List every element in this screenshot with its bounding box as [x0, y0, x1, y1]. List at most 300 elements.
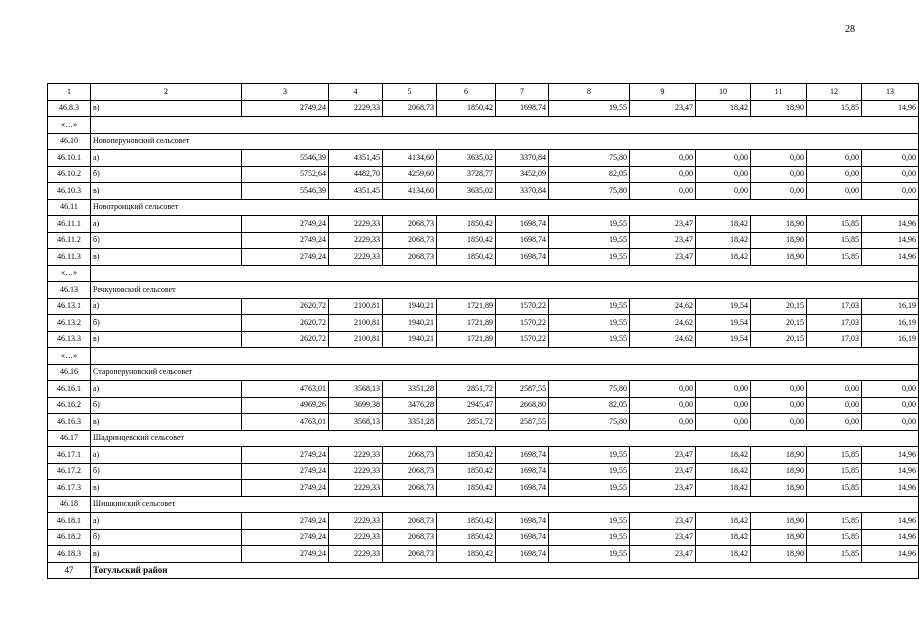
row-variant: в) [91, 183, 242, 200]
value-cell: 18,90 [751, 232, 807, 249]
value-cell: 1698,74 [496, 480, 549, 497]
value-cell: 0,00 [751, 397, 807, 414]
value-cell: 15,85 [807, 463, 862, 480]
row-code: 46.17.1 [48, 447, 91, 464]
value-cell: 23,47 [630, 529, 696, 546]
omission-filler [91, 117, 919, 134]
value-cell: 18,42 [696, 447, 751, 464]
value-cell: 4351,45 [329, 150, 383, 167]
value-cell: 18,42 [696, 480, 751, 497]
table-row [48, 381, 919, 398]
value-cell: 2587,55 [496, 414, 549, 431]
value-cell: 19,55 [549, 232, 630, 249]
value-cell: 18,90 [751, 480, 807, 497]
value-cell: 5546,39 [242, 183, 329, 200]
value-cell: 18,90 [751, 447, 807, 464]
value-cell: 19,55 [549, 546, 630, 563]
value-cell: 2749,24 [242, 249, 329, 266]
value-cell: 2749,24 [242, 529, 329, 546]
value-cell: 19,55 [549, 529, 630, 546]
table-row [48, 513, 919, 530]
value-cell: 1698,74 [496, 249, 549, 266]
value-cell: 1698,74 [496, 513, 549, 530]
value-cell: 24,62 [630, 331, 696, 348]
row-code: 46.13.1 [48, 298, 91, 315]
value-cell: 17,03 [807, 298, 862, 315]
value-cell: 0,00 [630, 397, 696, 414]
value-cell: 4763,01 [242, 414, 329, 431]
value-cell: 2100,81 [329, 298, 383, 315]
section-code: 46.10 [48, 133, 91, 150]
value-cell: 2068,73 [383, 447, 437, 464]
value-cell: 1850,42 [437, 480, 496, 497]
value-cell: 75,80 [549, 381, 630, 398]
value-cell: 2229,33 [329, 513, 383, 530]
value-cell: 0,00 [696, 166, 751, 183]
table-row [48, 183, 919, 200]
value-cell: 0,00 [630, 381, 696, 398]
value-cell: 19,55 [549, 315, 630, 332]
value-cell: 18,90 [751, 546, 807, 563]
value-cell: 0,00 [696, 183, 751, 200]
row-variant: а) [91, 447, 242, 464]
value-cell: 16,19 [862, 315, 919, 332]
value-cell: 75,80 [549, 183, 630, 200]
value-cell: 24,62 [630, 298, 696, 315]
value-cell: 2100,81 [329, 315, 383, 332]
value-cell: 2668,80 [496, 397, 549, 414]
value-cell: 1721,89 [437, 315, 496, 332]
column-number-cell: 10 [696, 84, 751, 101]
column-number-cell: 12 [807, 84, 862, 101]
value-cell: 16,19 [862, 331, 919, 348]
value-cell: 18,90 [751, 529, 807, 546]
value-cell: 14,96 [862, 232, 919, 249]
row-code: 46.10.1 [48, 150, 91, 167]
value-cell: 2749,24 [242, 546, 329, 563]
row-variant: а) [91, 216, 242, 233]
value-cell: 2100,81 [329, 331, 383, 348]
value-cell: 4969,26 [242, 397, 329, 414]
row-code: 46.18.3 [48, 546, 91, 563]
value-cell: 14,96 [862, 447, 919, 464]
row-variant: б) [91, 166, 242, 183]
value-cell: 2851,72 [437, 414, 496, 431]
value-cell: 0,00 [630, 166, 696, 183]
section-title: Староперуновский сельсовет [91, 364, 919, 381]
value-cell: 14,96 [862, 529, 919, 546]
value-cell: 18,90 [751, 513, 807, 530]
value-cell: 3568,13 [329, 414, 383, 431]
section-code: 46.18 [48, 496, 91, 513]
table-row [48, 249, 919, 266]
value-cell: 1570,22 [496, 315, 549, 332]
section-title: Новотроицкий сельсовет [91, 199, 919, 216]
column-number-cell: 2 [91, 84, 242, 101]
value-cell: 0,00 [807, 150, 862, 167]
value-cell: 1570,22 [496, 331, 549, 348]
value-cell: 4351,45 [329, 183, 383, 200]
section-row [48, 430, 919, 447]
value-cell: 20,15 [751, 315, 807, 332]
omission-row [48, 265, 919, 282]
value-cell: 15,85 [807, 529, 862, 546]
value-cell: 2749,24 [242, 216, 329, 233]
value-cell: 1698,74 [496, 529, 549, 546]
value-cell: 2749,24 [242, 463, 329, 480]
value-cell: 19,55 [549, 480, 630, 497]
row-variant: а) [91, 513, 242, 530]
value-cell: 2229,33 [329, 480, 383, 497]
value-cell: 0,00 [696, 150, 751, 167]
value-cell: 1940,21 [383, 315, 437, 332]
column-number-row [48, 84, 919, 101]
value-cell: 0,00 [862, 414, 919, 431]
value-cell: 18,42 [696, 216, 751, 233]
value-cell: 3635,02 [437, 183, 496, 200]
value-cell: 75,80 [549, 150, 630, 167]
value-cell: 3476,28 [383, 397, 437, 414]
value-cell: 0,00 [807, 381, 862, 398]
value-cell: 19,55 [549, 298, 630, 315]
row-code: 46.10.3 [48, 183, 91, 200]
value-cell: 0,00 [862, 397, 919, 414]
value-cell: 14,96 [862, 480, 919, 497]
value-cell: 3370,84 [496, 150, 549, 167]
omission-filler [91, 265, 919, 282]
value-cell: 0,00 [751, 183, 807, 200]
value-cell: 0,00 [807, 414, 862, 431]
value-cell: 18,90 [751, 216, 807, 233]
value-cell: 14,96 [862, 100, 919, 117]
row-code: 46.17.2 [48, 463, 91, 480]
value-cell: 14,96 [862, 216, 919, 233]
value-cell: 18,42 [696, 249, 751, 266]
row-code: 46.11.1 [48, 216, 91, 233]
section-title: Речкуновский сельсовет [91, 282, 919, 299]
value-cell: 19,55 [549, 249, 630, 266]
column-number-cell: 11 [751, 84, 807, 101]
value-cell: 4482,70 [329, 166, 383, 183]
row-variant: в) [91, 249, 242, 266]
value-cell: 2587,55 [496, 381, 549, 398]
value-cell: 75,80 [549, 414, 630, 431]
column-number-cell: 8 [549, 84, 630, 101]
row-variant: в) [91, 331, 242, 348]
value-cell: 2068,73 [383, 546, 437, 563]
table-row [48, 447, 919, 464]
value-cell: 3351,28 [383, 414, 437, 431]
omission-marker: «…» [48, 117, 91, 134]
table-row [48, 315, 919, 332]
row-code: 46.13.3 [48, 331, 91, 348]
value-cell: 18,42 [696, 513, 751, 530]
value-cell: 14,96 [862, 513, 919, 530]
column-number-cell: 5 [383, 84, 437, 101]
value-cell: 19,54 [696, 298, 751, 315]
value-cell: 18,42 [696, 463, 751, 480]
value-cell: 2620,72 [242, 298, 329, 315]
value-cell: 0,00 [807, 397, 862, 414]
value-cell: 1850,42 [437, 249, 496, 266]
value-cell: 5546,39 [242, 150, 329, 167]
value-cell: 23,47 [630, 100, 696, 117]
value-cell: 4134,60 [383, 150, 437, 167]
row-code: 46.13.2 [48, 315, 91, 332]
value-cell: 18,42 [696, 529, 751, 546]
omission-marker: «…» [48, 348, 91, 365]
value-cell: 2229,33 [329, 546, 383, 563]
omission-marker: «…» [48, 265, 91, 282]
value-cell: 19,54 [696, 315, 751, 332]
value-cell: 2749,24 [242, 232, 329, 249]
value-cell: 16,19 [862, 298, 919, 315]
value-cell: 23,47 [630, 249, 696, 266]
table-row [48, 414, 919, 431]
value-cell: 15,85 [807, 232, 862, 249]
section-code: 46.11 [48, 199, 91, 216]
row-code: 46.18.2 [48, 529, 91, 546]
value-cell: 18,90 [751, 249, 807, 266]
value-cell: 23,47 [630, 447, 696, 464]
row-code: 46.16.3 [48, 414, 91, 431]
value-cell: 1698,74 [496, 216, 549, 233]
value-cell: 1850,42 [437, 513, 496, 530]
value-cell: 4763,01 [242, 381, 329, 398]
column-number-cell: 1 [48, 84, 91, 101]
value-cell: 2229,33 [329, 463, 383, 480]
value-cell: 1850,42 [437, 529, 496, 546]
value-cell: 2749,24 [242, 100, 329, 117]
row-variant: а) [91, 150, 242, 167]
value-cell: 1850,42 [437, 232, 496, 249]
value-cell: 3568,13 [329, 381, 383, 398]
omission-row [48, 117, 919, 134]
table-row [48, 397, 919, 414]
value-cell: 15,85 [807, 100, 862, 117]
value-cell: 19,55 [549, 331, 630, 348]
section-title: Шадринцевский сельсовет [91, 430, 919, 447]
row-code: 46.16.1 [48, 381, 91, 398]
omission-row [48, 348, 919, 365]
value-cell: 2068,73 [383, 463, 437, 480]
row-code: 46.16.2 [48, 397, 91, 414]
value-cell: 2068,73 [383, 249, 437, 266]
value-cell: 23,47 [630, 546, 696, 563]
value-cell: 15,85 [807, 480, 862, 497]
row-variant: в) [91, 480, 242, 497]
value-cell: 23,47 [630, 513, 696, 530]
row-variant: в) [91, 546, 242, 563]
row-variant: а) [91, 298, 242, 315]
section-code: 47 [48, 562, 91, 579]
value-cell: 0,00 [751, 414, 807, 431]
value-cell: 18,90 [751, 100, 807, 117]
value-cell: 2620,72 [242, 331, 329, 348]
value-cell: 1850,42 [437, 100, 496, 117]
row-variant: в) [91, 414, 242, 431]
value-cell: 0,00 [862, 150, 919, 167]
value-cell: 1850,42 [437, 216, 496, 233]
value-cell: 1698,74 [496, 463, 549, 480]
value-cell: 1940,21 [383, 298, 437, 315]
value-cell: 0,00 [696, 414, 751, 431]
section-row [48, 282, 919, 299]
value-cell: 0,00 [751, 166, 807, 183]
value-cell: 19,55 [549, 513, 630, 530]
row-code: 46.11.2 [48, 232, 91, 249]
table-row [48, 529, 919, 546]
tariff-table [47, 83, 919, 579]
table-row [48, 166, 919, 183]
table-row [48, 232, 919, 249]
table-row [48, 331, 919, 348]
page-number: 28 [845, 24, 855, 35]
value-cell: 3728,77 [437, 166, 496, 183]
value-cell: 19,55 [549, 100, 630, 117]
value-cell: 18,42 [696, 546, 751, 563]
row-variant: б) [91, 232, 242, 249]
value-cell: 20,15 [751, 298, 807, 315]
section-row [48, 364, 919, 381]
table-row [48, 480, 919, 497]
value-cell: 1850,42 [437, 546, 496, 563]
section-title: Шишкинский сельсовет [91, 496, 919, 513]
row-variant: б) [91, 315, 242, 332]
value-cell: 2749,24 [242, 480, 329, 497]
value-cell: 15,85 [807, 447, 862, 464]
column-number-cell: 9 [630, 84, 696, 101]
value-cell: 2229,33 [329, 100, 383, 117]
omission-filler [91, 348, 919, 365]
value-cell: 1850,42 [437, 463, 496, 480]
value-cell: 15,85 [807, 546, 862, 563]
row-code: 46.10.2 [48, 166, 91, 183]
value-cell: 1698,74 [496, 100, 549, 117]
value-cell: 1698,74 [496, 447, 549, 464]
column-number-cell: 6 [437, 84, 496, 101]
value-cell: 3351,28 [383, 381, 437, 398]
value-cell: 2229,33 [329, 216, 383, 233]
row-variant: б) [91, 397, 242, 414]
value-cell: 5752,64 [242, 166, 329, 183]
column-number-cell: 3 [242, 84, 329, 101]
value-cell: 0,00 [696, 397, 751, 414]
value-cell: 0,00 [696, 381, 751, 398]
value-cell: 18,90 [751, 463, 807, 480]
value-cell: 19,55 [549, 447, 630, 464]
value-cell: 15,85 [807, 249, 862, 266]
column-number-cell: 7 [496, 84, 549, 101]
value-cell: 0,00 [751, 381, 807, 398]
value-cell: 23,47 [630, 232, 696, 249]
row-variant: а) [91, 381, 242, 398]
table-row [48, 546, 919, 563]
section-row [48, 562, 919, 579]
value-cell: 3699,38 [329, 397, 383, 414]
row-code: 46.8.3 [48, 100, 91, 117]
value-cell: 0,00 [630, 150, 696, 167]
value-cell: 1721,89 [437, 298, 496, 315]
value-cell: 20,15 [751, 331, 807, 348]
value-cell: 82,05 [549, 166, 630, 183]
value-cell: 19,55 [549, 463, 630, 480]
row-code: 46.18.1 [48, 513, 91, 530]
row-code: 46.17.3 [48, 480, 91, 497]
value-cell: 2229,33 [329, 249, 383, 266]
value-cell: 17,03 [807, 331, 862, 348]
value-cell: 15,85 [807, 513, 862, 530]
value-cell: 15,85 [807, 216, 862, 233]
value-cell: 3370,84 [496, 183, 549, 200]
value-cell: 14,96 [862, 546, 919, 563]
value-cell: 4134,60 [383, 183, 437, 200]
row-variant: б) [91, 529, 242, 546]
value-cell: 18,42 [696, 100, 751, 117]
value-cell: 2068,73 [383, 480, 437, 497]
value-cell: 1721,89 [437, 331, 496, 348]
value-cell: 82,05 [549, 397, 630, 414]
table-row [48, 463, 919, 480]
value-cell: 14,96 [862, 463, 919, 480]
row-code: 46.11.3 [48, 249, 91, 266]
value-cell: 4259,60 [383, 166, 437, 183]
value-cell: 24,62 [630, 315, 696, 332]
value-cell: 23,47 [630, 480, 696, 497]
value-cell: 1570,22 [496, 298, 549, 315]
value-cell: 0,00 [807, 183, 862, 200]
table-body [48, 84, 919, 579]
section-row [48, 133, 919, 150]
value-cell: 0,00 [751, 150, 807, 167]
table-row [48, 298, 919, 315]
value-cell: 2068,73 [383, 529, 437, 546]
table-row [48, 150, 919, 167]
value-cell: 1940,21 [383, 331, 437, 348]
value-cell: 2229,33 [329, 447, 383, 464]
column-number-cell: 4 [329, 84, 383, 101]
value-cell: 23,47 [630, 463, 696, 480]
section-code: 46.17 [48, 430, 91, 447]
section-row [48, 199, 919, 216]
value-cell: 3452,09 [496, 166, 549, 183]
value-cell: 0,00 [862, 381, 919, 398]
row-variant: в) [91, 100, 242, 117]
value-cell: 0,00 [630, 414, 696, 431]
value-cell: 19,55 [549, 216, 630, 233]
value-cell: 0,00 [807, 166, 862, 183]
section-code: 46.16 [48, 364, 91, 381]
section-title: Тогульский район [91, 562, 919, 579]
value-cell: 0,00 [630, 183, 696, 200]
value-cell: 1698,74 [496, 546, 549, 563]
value-cell: 2620,72 [242, 315, 329, 332]
section-row [48, 496, 919, 513]
table-row [48, 100, 919, 117]
value-cell: 14,96 [862, 249, 919, 266]
row-variant: б) [91, 463, 242, 480]
value-cell: 1698,74 [496, 232, 549, 249]
value-cell: 2068,73 [383, 216, 437, 233]
value-cell: 2749,24 [242, 513, 329, 530]
value-cell: 0,00 [862, 166, 919, 183]
section-code: 46.13 [48, 282, 91, 299]
value-cell: 3635,02 [437, 150, 496, 167]
value-cell: 2068,73 [383, 100, 437, 117]
value-cell: 2068,73 [383, 513, 437, 530]
value-cell: 23,47 [630, 216, 696, 233]
value-cell: 2945,47 [437, 397, 496, 414]
